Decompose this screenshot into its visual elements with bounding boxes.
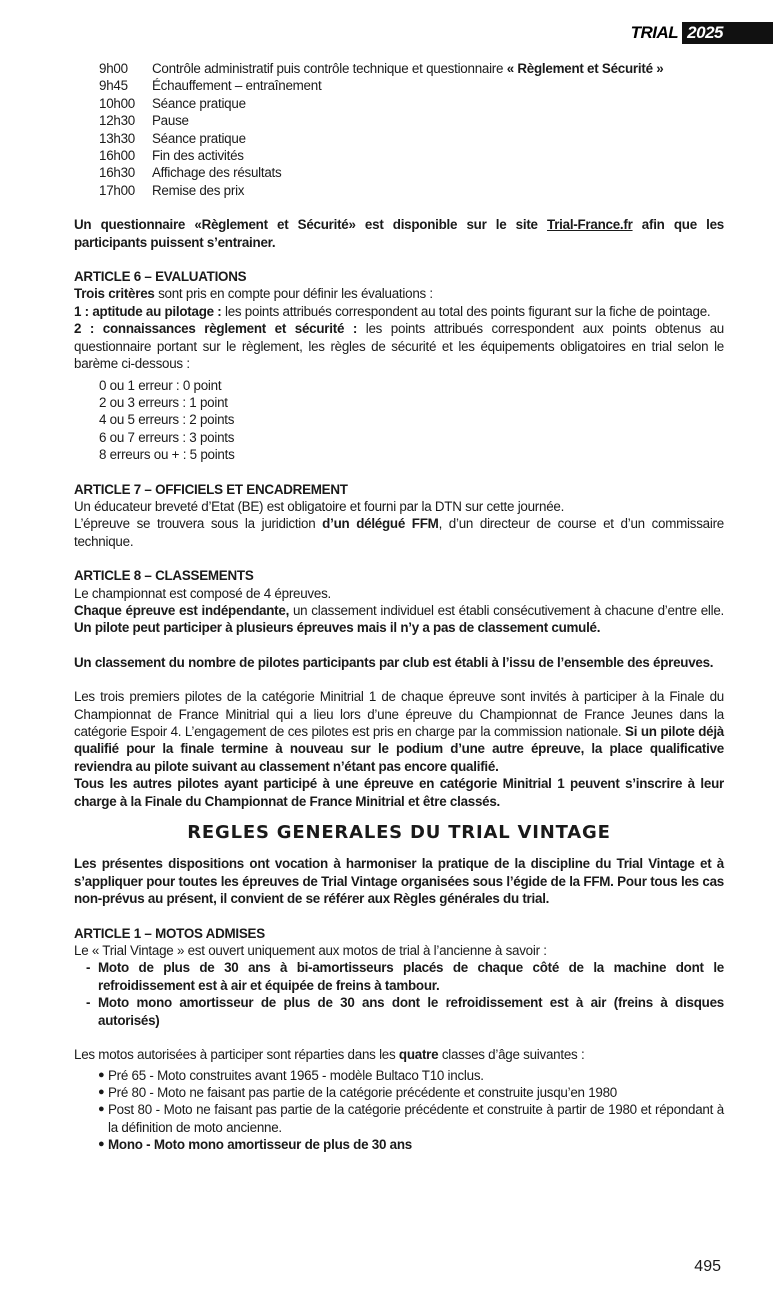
header-tag xyxy=(631,22,773,44)
article7-title: ARTICLE 7 – OFFICIELS ET ENCADREMENT xyxy=(74,481,348,497)
bullet-icon: ● xyxy=(98,1085,105,1098)
header-word: TRIAL xyxy=(630,23,679,42)
dash-list xyxy=(86,959,724,1029)
schedule-row: 9h45 Échauffement – entraînement xyxy=(99,78,322,94)
article8-line2: Chaque épreuve est indépendante, un classement individuel est établi consécutivement à chacune d’entre elle. Un pilote peut participer à plusieurs épreuves mais il n’y a pas de classement cumulé. xyxy=(74,602,725,636)
schedule-row: 17h00 Remise des prix xyxy=(99,182,245,198)
class-item: ● Post 80 - Moto ne faisant pas partie de la catégorie précédente et construite à partir de 1980 et répondant à la définition de moto ancienne. xyxy=(98,1102,724,1135)
schedule-row: 12h30 Pause xyxy=(99,113,189,129)
article8-line5: Tous les autres pilotes ayant participé à une épreuve en catégorie Minitrial 1 peuvent s’inscrire à leur charge à la Finale du Championnat de France Minitrial et être classés. xyxy=(74,776,724,809)
bullet-icon: ● xyxy=(98,1138,105,1151)
class-item: ● Pré 65 - Moto construites avant 1965 - modèle Bultaco T10 inclus. xyxy=(98,1067,484,1083)
article8-line4: Les trois premiers pilotes de la catégorie Minitrial 1 de chaque épreuve sont invités à participer à la Finale du Championnat de France Minitrial qui a lieu lors d’une épreuve du Championnat de France Jeunes dans la catégorie Espoir 4. L’engagement de ces pilotes est pris en charge par la commission nationale. Si un pilote déjà qualifié pour la finale termine à nouveau sur le podium d’une autre épreuve, la place qualificative reviendra au pilote suivant au classement n’étant pas encore qualifié. xyxy=(74,689,724,774)
article6-criterion-2: 2 : connaissances règlement et sécurité : les points attribués correspondent aux points obtenus au questionnaire portant sur le règlement, les règles de sécurité et les équipements obligatoires en trial selon le barème ci-dessous : xyxy=(74,321,725,372)
scale-item: 4 ou 5 erreurs : 2 points xyxy=(99,412,235,428)
trial-france-link[interactable]: Trial-France.fr xyxy=(547,217,633,233)
scale-item: 6 ou 7 erreurs : 3 points xyxy=(99,429,235,445)
article6-criterion-1: 1 : aptitude au pilotage : les points attribués correspondent au total des points figurant sur la fiche de pointage. xyxy=(74,303,711,319)
schedule-row: 16h30 Affichage des résultats xyxy=(99,165,282,181)
dash-item: - Moto mono amortisseur de plus de 30 ans dont le refroidissement est à air (freins à disques autorisés) xyxy=(86,995,724,1028)
bullet-icon: ● xyxy=(98,1103,105,1116)
schedule-row: 16h00 Fin des activités xyxy=(99,148,244,164)
class-item: ● Mono - Moto mono amortisseur de plus de 30 ans xyxy=(98,1137,412,1153)
scale-item: 2 ou 3 erreurs : 1 point xyxy=(99,394,228,410)
vintage-intro: Les présentes dispositions ont vocation à harmoniser la pratique de la discipline du Trial Vintage et à s’appliquer pour toutes les épreuves de Trial Vintage organisées sous l’égide de la FFM. Pour tous les cas non-prévus au présent, il convient de se référer aux Règles générales du trial. xyxy=(74,856,724,907)
article8-title: ARTICLE 8 – CLASSEMENTS xyxy=(74,568,254,584)
article6-intro: Trois critères sont pris en compte pour définir les évaluations : xyxy=(74,286,433,302)
article7-line1: Un éducateur breveté d’Etat (BE) est obligatoire et fourni par la DTN sur cette journée. xyxy=(74,498,565,514)
dash-item: - Moto de plus de 30 ans à bi-amortisseurs placés de chaque côté de la machine dont le refroidissement est à air et équipée de freins à tambour. xyxy=(86,960,724,993)
article8-line1: Le championnat est composé de 4 épreuves. xyxy=(74,585,331,601)
schedule-row: 13h30 Séance pratique xyxy=(99,130,246,146)
page-body xyxy=(74,60,724,1154)
page-number: 495 xyxy=(694,1258,721,1275)
scale-item: 0 ou 1 erreur : 0 point xyxy=(99,377,222,393)
class-list xyxy=(98,1067,724,1154)
vintage-article1-intro: Le « Trial Vintage » est ouvert uniquement aux motos de trial à l’ancienne à savoir : xyxy=(74,943,547,959)
article8-line3: Un classement du nombre de pilotes participants par club est établi à l’issu de l’ensemble des épreuves. xyxy=(74,654,714,670)
scale-item: 8 erreurs ou + : 5 points xyxy=(99,447,235,463)
class-item: ● Pré 80 - Moto ne faisant pas partie de la catégorie précédente et construite jusqu’en 1980 xyxy=(98,1084,617,1100)
schedule xyxy=(99,60,724,199)
vintage-article1-title: ARTICLE 1 – MOTOS ADMISES xyxy=(74,925,265,941)
vintage-classes-intro: Les motos autorisées à participer sont réparties dans les quatre classes d’âge suivantes : xyxy=(74,1047,585,1063)
vintage-section-title: REGLES GENERALES DU TRIAL VINTAGE xyxy=(187,822,611,844)
bullet-icon: ● xyxy=(98,1068,105,1081)
scale-list xyxy=(99,377,724,464)
schedule-row: 9h00 Contrôle administratif puis contrôle technique et questionnaire « Règlement et Sécurité » xyxy=(99,61,664,76)
article7-line2: L’épreuve se trouvera sous la juridiction d’un délégué FFM, d’un directeur de course et d’un commissaire technique. xyxy=(74,516,724,549)
schedule-row: 10h00 Séance pratique xyxy=(99,95,246,111)
header-year: 2025 xyxy=(682,22,773,44)
article6-title: ARTICLE 6 – EVALUATIONS xyxy=(74,269,247,285)
questionnaire-note: Un questionnaire «Règlement et Sécurité» est disponible sur le site Trial-France.fr afin que les participants puissent s’entrainer. xyxy=(74,217,724,250)
